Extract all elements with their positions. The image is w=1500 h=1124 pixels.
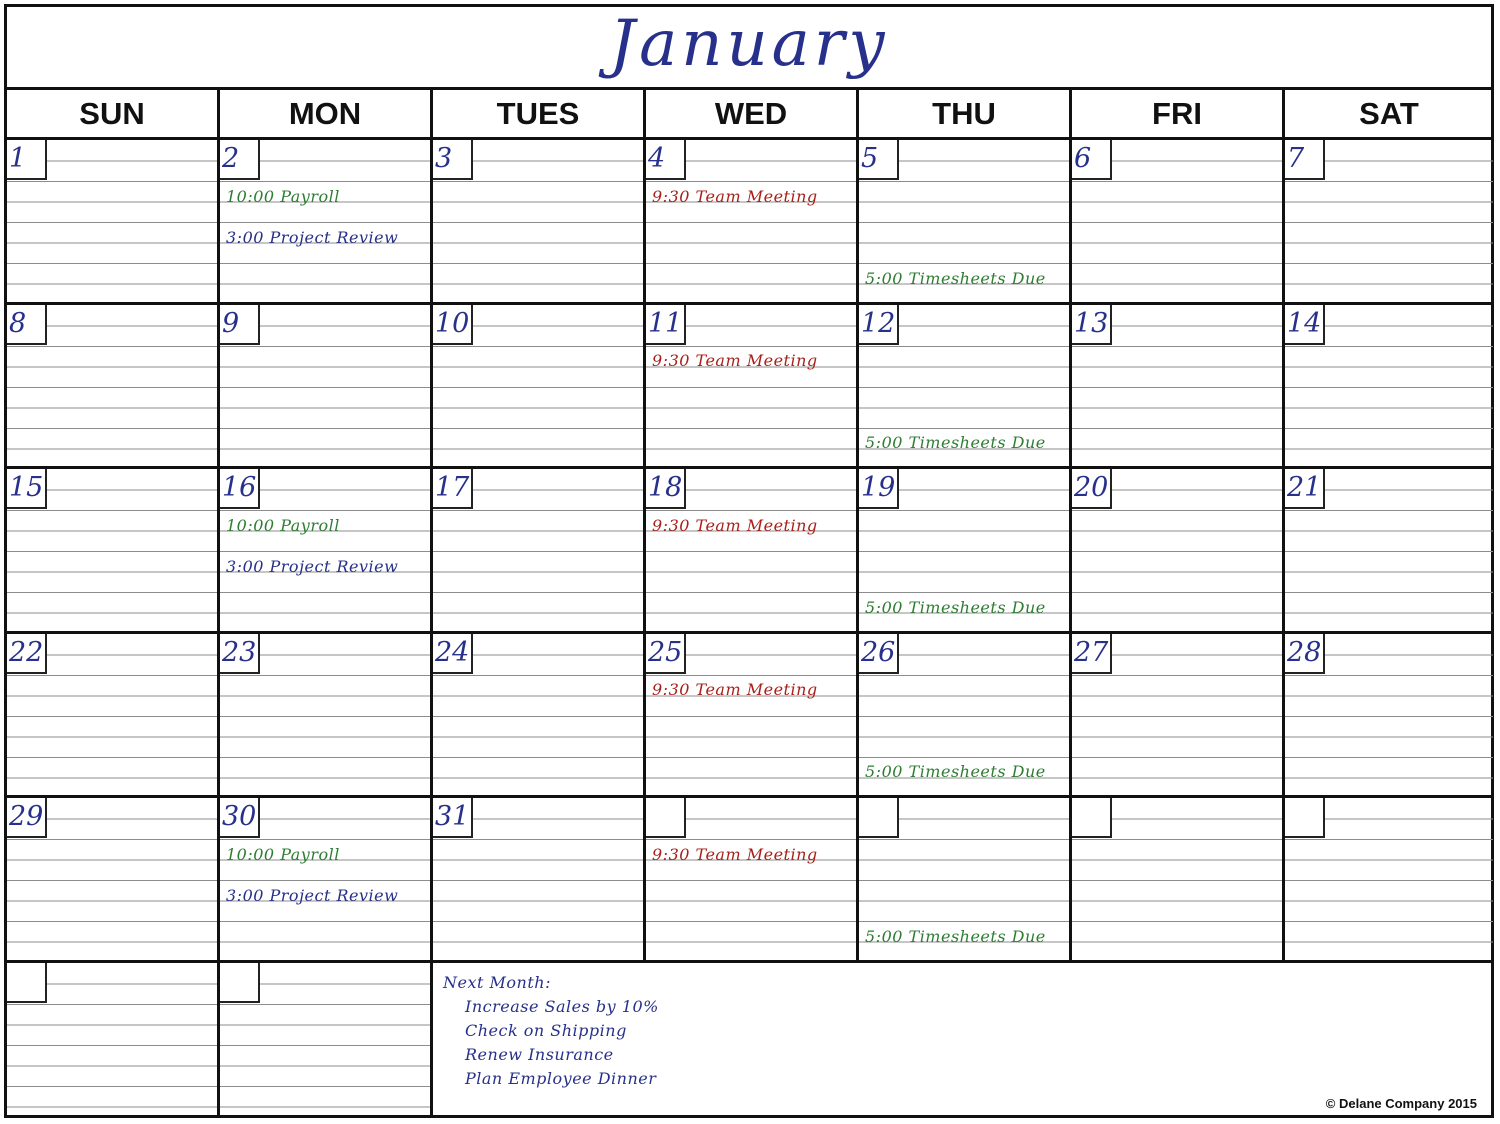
date-box <box>7 798 47 838</box>
day-cell <box>220 798 433 960</box>
calendar <box>4 4 1494 1118</box>
day-cell <box>1285 140 1493 302</box>
date-number: 20 <box>1074 472 1109 503</box>
date-box <box>220 963 260 1003</box>
day-cell <box>433 305 646 467</box>
day-cell <box>646 140 859 302</box>
date-box <box>220 305 260 345</box>
date-box <box>646 140 686 180</box>
date-box <box>220 140 260 180</box>
week-row <box>7 305 1491 470</box>
day-cell <box>7 140 220 302</box>
date-box <box>859 469 899 509</box>
date-number: 6 <box>1074 143 1092 174</box>
day-cell <box>220 305 433 467</box>
notes-item: Increase Sales by 10% <box>465 996 659 1016</box>
date-box <box>7 469 47 509</box>
date-number: 10 <box>435 307 470 339</box>
day-cell <box>1072 305 1285 467</box>
date-number: 27 <box>1074 636 1109 668</box>
date-number: 18 <box>648 472 683 503</box>
calendar-event: 10:00 Payroll <box>226 844 340 864</box>
date-box <box>1285 140 1325 180</box>
date-number: 25 <box>648 636 683 668</box>
day-cell <box>433 140 646 302</box>
date-box <box>646 634 686 674</box>
date-number: 3 <box>435 143 453 174</box>
date-number: 30 <box>222 801 257 832</box>
day-cell <box>646 798 859 960</box>
date-box <box>1285 469 1325 509</box>
date-box <box>859 798 899 838</box>
day-cell <box>1285 305 1493 467</box>
date-number: 31 <box>435 801 470 832</box>
day-cell <box>646 634 859 796</box>
day-cell <box>1072 469 1285 631</box>
notes-heading: Next Month: <box>443 972 551 992</box>
notes-item: Renew Insurance <box>465 1044 614 1064</box>
day-cell <box>646 469 859 631</box>
date-number: 2 <box>222 143 240 174</box>
day-cell <box>859 469 1072 631</box>
calendar-event: 5:00 Timesheets Due <box>865 762 1046 781</box>
date-number: 13 <box>1074 307 1109 339</box>
calendar-event: 10:00 Payroll <box>226 515 340 535</box>
calendar-event: 5:00 Timesheets Due <box>865 433 1046 452</box>
date-number: 8 <box>9 307 27 339</box>
date-box <box>1072 634 1112 674</box>
day-cell <box>433 634 646 796</box>
date-number: 19 <box>861 472 896 503</box>
calendar-event: 9:30 Team Meeting <box>652 186 818 206</box>
day-cell <box>433 469 646 631</box>
date-box <box>1072 305 1112 345</box>
day-header-tues: TUES <box>433 90 646 137</box>
calendar-event: 3:00 Project Review <box>226 227 399 247</box>
day-header-sun: SUN <box>7 90 220 137</box>
day-cell <box>859 634 1072 796</box>
date-box <box>220 469 260 509</box>
day-header-fri: FRI <box>1072 90 1285 137</box>
day-cell <box>1285 798 1493 960</box>
date-box <box>433 140 473 180</box>
day-cell <box>433 798 646 960</box>
date-box <box>646 469 686 509</box>
day-cell <box>1285 469 1493 631</box>
date-number: 11 <box>648 307 683 339</box>
date-box <box>7 963 47 1003</box>
date-number: 23 <box>222 636 257 668</box>
date-box <box>859 634 899 674</box>
day-header-row <box>7 90 1491 140</box>
date-number: 7 <box>1287 143 1305 174</box>
date-box <box>7 140 47 180</box>
day-header-wed: WED <box>646 90 859 137</box>
date-box <box>433 798 473 838</box>
day-cell <box>859 140 1072 302</box>
week-row <box>7 469 1491 634</box>
overflow-day-cell <box>7 963 220 1116</box>
date-box <box>859 305 899 345</box>
next-month-notes <box>443 971 659 1091</box>
calendar-event: 3:00 Project Review <box>226 885 399 905</box>
date-number: 16 <box>222 472 257 503</box>
week-row <box>7 798 1491 963</box>
date-box <box>1072 140 1112 180</box>
date-number: 12 <box>861 307 896 339</box>
day-cell <box>859 798 1072 960</box>
date-number: 21 <box>1287 472 1322 503</box>
date-number: 29 <box>9 801 44 832</box>
day-header-sat: SAT <box>1359 95 1419 131</box>
day-cell <box>7 305 220 467</box>
date-number: 5 <box>861 143 879 174</box>
day-cell <box>859 305 1072 467</box>
notes-row <box>7 963 1491 1116</box>
date-number: 4 <box>648 143 666 174</box>
date-number: 24 <box>435 636 470 668</box>
calendar-event: 3:00 Project Review <box>226 556 399 576</box>
calendar-event: 5:00 Timesheets Due <box>865 268 1046 288</box>
date-number: 22 <box>9 636 44 668</box>
calendar-event: 9:30 Team Meeting <box>652 515 818 535</box>
overflow-day-cell <box>220 963 433 1116</box>
month-title-band <box>7 7 1491 90</box>
date-number: 14 <box>1287 307 1322 339</box>
day-cell <box>220 140 433 302</box>
day-cell <box>1072 140 1285 302</box>
date-box <box>433 469 473 509</box>
day-cell <box>7 634 220 796</box>
day-cell <box>1285 634 1493 796</box>
week-row <box>7 634 1491 799</box>
calendar-event: 5:00 Timesheets Due <box>865 926 1046 946</box>
date-box <box>433 634 473 674</box>
date-number: 26 <box>861 636 896 668</box>
calendar-event: 9:30 Team Meeting <box>652 351 818 370</box>
date-box <box>220 798 260 838</box>
date-box <box>1072 798 1112 838</box>
day-cell <box>220 634 433 796</box>
date-number: 28 <box>1287 636 1322 668</box>
date-box <box>7 634 47 674</box>
date-box <box>7 305 47 345</box>
date-number: 9 <box>222 307 240 339</box>
date-box <box>1285 634 1325 674</box>
calendar-event: 9:30 Team Meeting <box>652 680 818 699</box>
date-number: 15 <box>9 472 44 503</box>
week-row <box>7 140 1491 305</box>
day-header-mon: MON <box>220 90 433 137</box>
day-cell <box>1072 798 1285 960</box>
month-title: January <box>609 7 889 81</box>
calendar-event: 5:00 Timesheets Due <box>865 597 1046 617</box>
notes-item: Check on Shipping <box>465 1020 627 1040</box>
date-number: 17 <box>435 472 470 503</box>
date-number: 1 <box>9 143 27 174</box>
date-box <box>646 305 686 345</box>
date-box <box>1285 798 1325 838</box>
notes-item: Plan Employee Dinner <box>465 1068 657 1088</box>
day-header-thu: THU <box>859 90 1072 137</box>
day-cell <box>1072 634 1285 796</box>
date-box <box>859 140 899 180</box>
day-cell <box>220 469 433 631</box>
day-cell <box>7 469 220 631</box>
copyright-text: © Delane Company 2015 <box>1325 1096 1477 1111</box>
date-box <box>220 634 260 674</box>
day-cell <box>646 305 859 467</box>
calendar-event: 10:00 Payroll <box>226 186 340 206</box>
date-box <box>646 798 686 838</box>
date-box <box>433 305 473 345</box>
day-cell <box>7 798 220 960</box>
date-box <box>1285 305 1325 345</box>
calendar-event: 9:30 Team Meeting <box>652 844 818 864</box>
date-box <box>1072 469 1112 509</box>
